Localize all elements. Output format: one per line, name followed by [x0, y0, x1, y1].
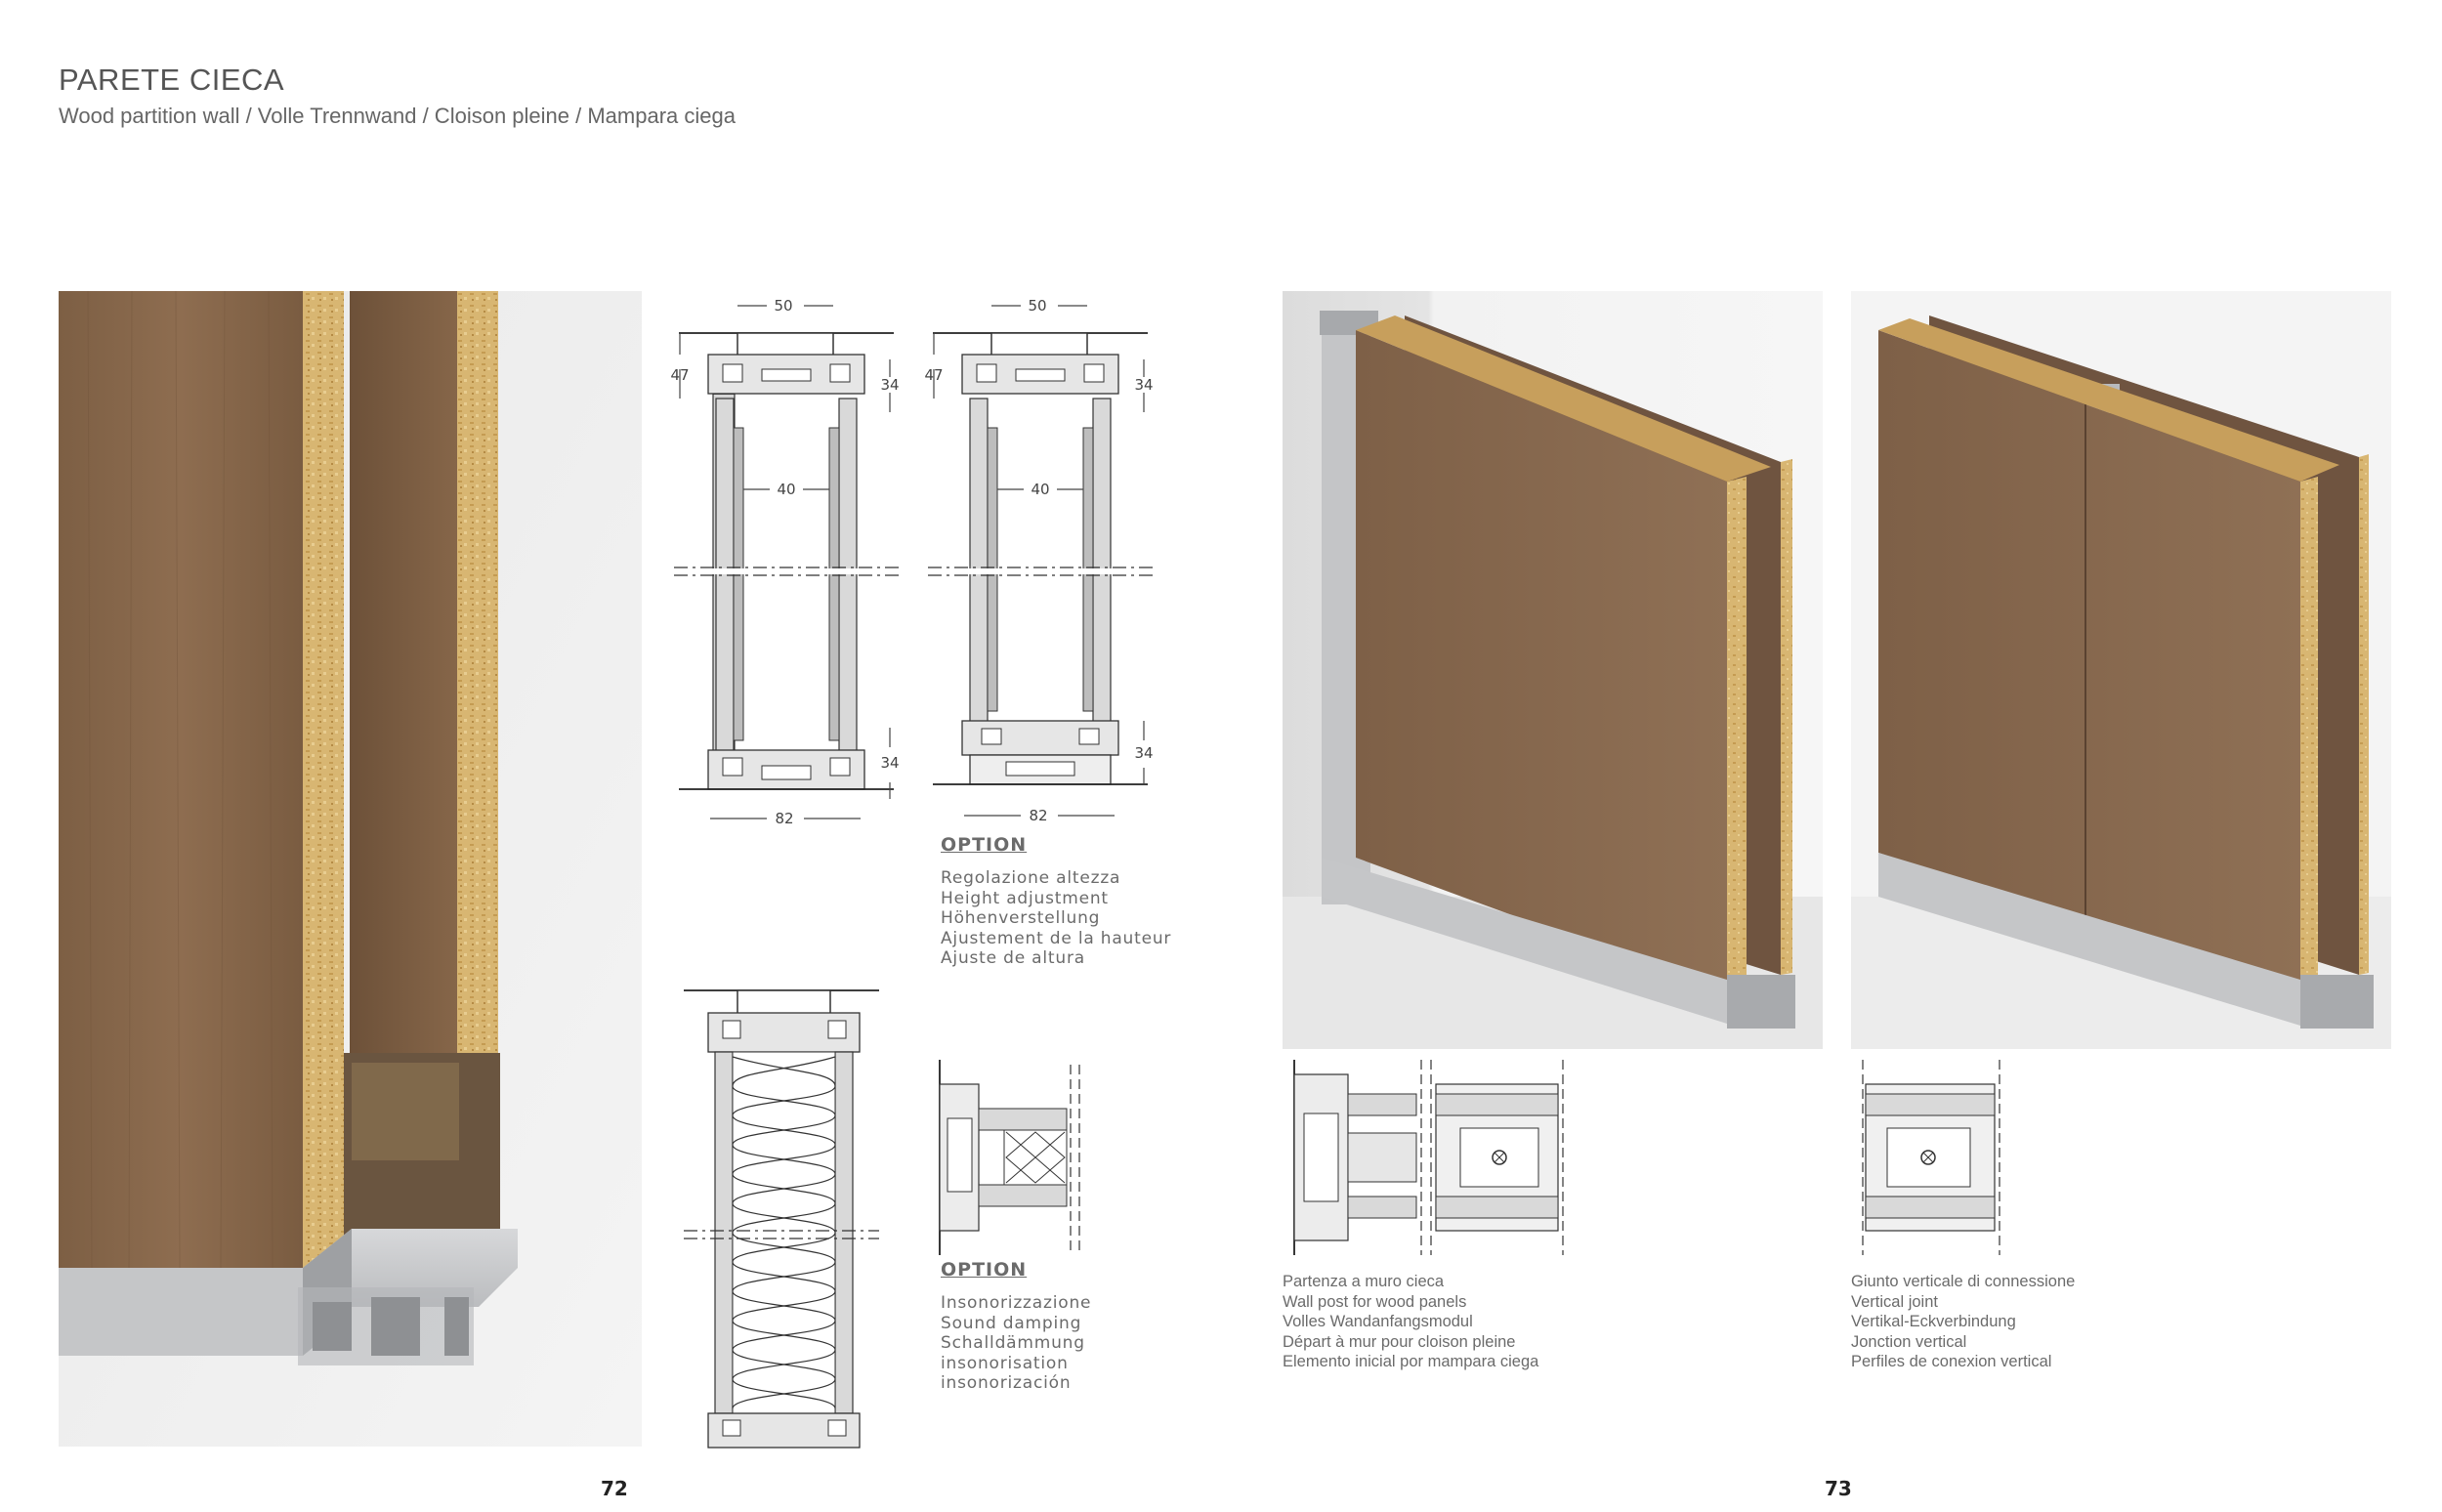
caption-line: Vertical joint	[1851, 1292, 1938, 1311]
page-title: PARETE CIECA	[59, 63, 285, 97]
dim-top-height: 47	[924, 366, 944, 384]
wall-post-caption	[1283, 1272, 1538, 1372]
caption-line: Départ à mur pour cloison pleine	[1283, 1332, 1516, 1351]
caption-line: insonorisation	[941, 1353, 1069, 1373]
option-sound-caption	[941, 1293, 1165, 1394]
dim-top-width: 50	[774, 297, 793, 315]
page-number-right: 73	[1825, 1477, 1852, 1500]
caption-line: Vertikal-Eckverbindung	[1851, 1313, 2016, 1330]
caption-line: insonorización	[941, 1373, 1072, 1393]
dim-bottom-width: 82	[775, 810, 794, 827]
caption-line: Höhenverstellung	[941, 908, 1101, 928]
dim-inner: 40	[1031, 481, 1050, 498]
option-height-title: OPTION	[941, 834, 1028, 856]
caption-line: Volles Wandanfangsmodul	[1283, 1313, 1473, 1330]
page-number-left: 72	[601, 1477, 628, 1500]
section-drawing-sound-damping	[684, 988, 889, 1452]
caption-line: Partenza a muro cieca	[1283, 1273, 1445, 1290]
dim-bottom-side: 34	[1134, 744, 1154, 762]
caption-line: Elemento inicial por mampara ciega	[1283, 1353, 1539, 1370]
caption-line: Regolazione altezza	[941, 868, 1121, 888]
dim-inner: 40	[777, 481, 796, 498]
dim-top-side: 34	[880, 376, 900, 394]
caption-line: Giunto verticale di connessione	[1851, 1273, 2076, 1290]
option-height-block	[941, 834, 1172, 969]
section-drawing-height-adjust	[923, 291, 1158, 838]
vertical-joint-plan-detail	[1858, 1060, 2004, 1255]
caption-line: Ajustement de la hauteur	[941, 928, 1172, 948]
caption-line: Schalldämmung	[941, 1333, 1085, 1353]
vertical-joint-photo	[1851, 291, 2391, 1049]
option-sound-block	[941, 1259, 1165, 1394]
option-height-caption	[941, 868, 1172, 969]
caption-line: Ajuste de altura	[941, 948, 1085, 968]
dim-bottom-width: 82	[1029, 807, 1048, 824]
wall-post-plan-detail	[1289, 1060, 1568, 1255]
caption-line: Jonction vertical	[1851, 1332, 1967, 1351]
option-sound-title: OPTION	[941, 1259, 1028, 1281]
caption-line: Height adjustment	[941, 888, 1109, 908]
wall-post-photo	[1283, 291, 1823, 1049]
vertical-joint-caption	[1851, 1272, 2075, 1372]
caption-line: Perfiles de conexion vertical	[1851, 1353, 2052, 1370]
caption-line: Wall post for wood panels	[1283, 1292, 1467, 1311]
caption-line: Sound damping	[941, 1313, 1082, 1333]
dim-bottom-side: 34	[880, 754, 900, 772]
section-drawing-standard	[669, 291, 904, 838]
wall-junction-detail-sound	[938, 1060, 1084, 1260]
dim-top-width: 50	[1028, 297, 1047, 315]
dim-top-side: 34	[1134, 376, 1154, 394]
dim-top-height: 47	[670, 366, 690, 384]
caption-line: Insonorizzazione	[941, 1293, 1092, 1313]
page-subtitle: Wood partition wall / Volle Trennwand / Cloison pleine / Mampara ciega	[59, 104, 736, 128]
panel-closeup-photo	[59, 291, 642, 1447]
